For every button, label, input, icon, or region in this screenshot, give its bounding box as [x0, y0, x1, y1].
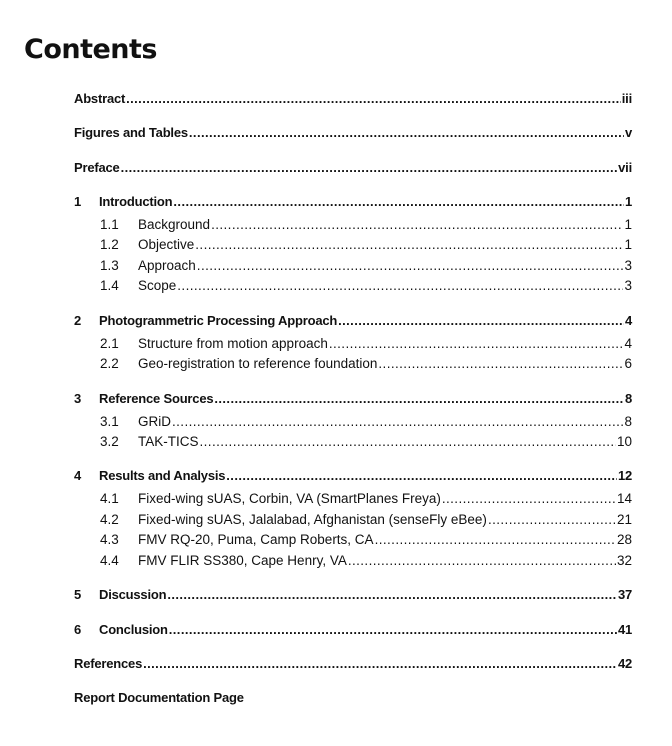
toc-entry-label: Report Documentation Page	[74, 690, 244, 705]
toc-leader	[169, 620, 617, 640]
toc-entry-page: 12	[617, 468, 632, 483]
toc-entry-number: 1.4	[100, 278, 119, 293]
toc-leader	[329, 334, 624, 354]
toc-entry-chapter-3[interactable]	[74, 389, 632, 409]
toc-entry-section-1-2[interactable]	[100, 235, 632, 255]
toc-entry-page: 21	[616, 512, 632, 527]
toc-leader	[121, 158, 618, 178]
toc-leader	[375, 530, 616, 550]
toc-entry-label: Results and Analysis	[99, 468, 226, 483]
toc-entry-section-1-1[interactable]	[100, 215, 632, 235]
toc-entry-label: Photogrammetric Processing Approach	[99, 313, 338, 328]
toc-entry-label: Abstract	[74, 91, 126, 106]
toc-leader	[348, 551, 616, 571]
toc-entry-preface[interactable]	[74, 158, 632, 178]
toc-leader	[197, 256, 624, 276]
toc-entry-label: References	[74, 656, 143, 671]
toc-entry-number: 2.2	[100, 356, 119, 371]
toc-entry-label: Objective	[138, 237, 195, 252]
toc-entry-label: GRiD	[138, 414, 171, 429]
toc-leader	[143, 654, 617, 674]
toc-leader	[378, 354, 623, 374]
toc-entry-page: v	[624, 125, 632, 140]
toc-leader	[200, 432, 616, 452]
toc-entry-page: vii	[618, 160, 632, 175]
toc-entry-label: Preface	[74, 160, 120, 175]
toc-entry-section-2-1[interactable]	[100, 334, 632, 354]
toc-entry-chapter-2[interactable]	[74, 311, 632, 331]
toc-entry-label: FMV FLIR SS380, Cape Henry, VA	[138, 553, 347, 568]
toc-entry-section-1-3[interactable]	[100, 256, 632, 276]
toc-entry-label: Background	[138, 217, 211, 232]
toc-entry-number: 6	[74, 622, 82, 637]
toc-entry-label: Fixed-wing sUAS, Jalalabad, Afghanistan (senseFly eBee)	[138, 512, 487, 527]
toc-entry-number: 4	[74, 468, 82, 483]
toc-entry-number: 3.2	[100, 434, 119, 449]
toc-leader	[442, 489, 616, 509]
toc-entry-page: 10	[616, 434, 632, 449]
toc-entry-label: Figures and Tables	[74, 125, 188, 140]
toc-entry-label: Discussion	[99, 587, 167, 602]
toc-entry-references[interactable]	[74, 654, 632, 674]
toc-entry-page: 3	[624, 278, 632, 293]
toc-entry-label: Approach	[138, 258, 196, 273]
toc-entry-page: 1	[624, 217, 632, 232]
toc-entry-page: 42	[617, 656, 632, 671]
toc-entry-number: 3	[74, 391, 82, 406]
toc-entry-label: Structure from motion approach	[138, 336, 328, 351]
toc-entry-page: 3	[624, 258, 632, 273]
toc-entry-label: Geo-registration to reference foundation	[138, 356, 378, 371]
toc-entry-section-4-2[interactable]	[100, 510, 632, 530]
toc-entry-chapter-1[interactable]	[74, 192, 632, 212]
toc-entry-page: 4	[624, 336, 632, 351]
toc-entry-page: iii	[621, 91, 632, 106]
toc-entry-number: 1	[74, 194, 82, 209]
toc-entry-section-4-3[interactable]	[100, 530, 632, 550]
toc-entry-chapter-6[interactable]	[74, 620, 632, 640]
toc-entry-number: 5	[74, 587, 82, 602]
toc-leader	[338, 311, 624, 331]
toc-entry-label: Conclusion	[99, 622, 168, 637]
page-title: Contents	[24, 34, 158, 65]
toc-entry-chapter-5[interactable]	[74, 585, 632, 605]
toc-entry-number: 4.3	[100, 532, 119, 547]
toc-entry-label: Reference Sources	[99, 391, 214, 406]
toc-entry-page: 28	[616, 532, 632, 547]
toc-entry-page: 32	[616, 553, 632, 568]
toc-leader	[488, 510, 616, 530]
toc-entry-number: 3.1	[100, 414, 119, 429]
toc-leader	[172, 412, 623, 432]
toc-leader	[167, 585, 617, 605]
toc-entry-section-1-4[interactable]	[100, 276, 632, 296]
toc-leader	[189, 123, 624, 143]
toc-leader	[214, 389, 624, 409]
toc-entry-page: 41	[617, 622, 632, 637]
toc-entry-page: 1	[624, 194, 632, 209]
toc-entry-section-4-4[interactable]	[100, 551, 632, 571]
toc-entry-abstract[interactable]	[74, 89, 632, 109]
toc-leader	[177, 276, 623, 296]
toc-entry-section-3-1[interactable]	[100, 412, 632, 432]
toc-leader	[173, 192, 624, 212]
toc-leader	[126, 89, 621, 109]
toc-entry-page: 14	[616, 491, 632, 506]
toc-entry-page: 37	[617, 587, 632, 602]
toc-entry-page: 8	[624, 414, 632, 429]
toc-entry-label: Scope	[138, 278, 177, 293]
toc-entry-label: Introduction	[99, 194, 173, 209]
toc-entry-number: 4.4	[100, 553, 119, 568]
toc-entry-page: 4	[624, 313, 632, 328]
toc-entry-chapter-4[interactable]	[74, 466, 632, 486]
toc-entry-section-2-2[interactable]	[100, 354, 632, 374]
toc-entry-report-documentation-page[interactable]	[74, 688, 632, 708]
toc-leader	[226, 466, 617, 486]
toc-entry-number: 4.1	[100, 491, 119, 506]
toc-entry-number: 2.1	[100, 336, 119, 351]
toc-entry-number: 1.3	[100, 258, 119, 273]
toc-entry-label: Fixed-wing sUAS, Corbin, VA (SmartPlanes Freya)	[138, 491, 441, 506]
toc-entry-page: 6	[624, 356, 632, 371]
toc-entry-label: TAK-TICS	[138, 434, 199, 449]
toc-entry-page: 8	[624, 391, 632, 406]
toc-entry-page: 1	[624, 237, 632, 252]
toc-entry-section-3-2[interactable]	[100, 432, 632, 452]
toc-leader	[195, 235, 623, 255]
toc-entry-label: FMV RQ-20, Puma, Camp Roberts, CA	[138, 532, 374, 547]
toc-entry-figures-and-tables[interactable]	[74, 123, 632, 143]
toc-entry-section-4-1[interactable]	[100, 489, 632, 509]
toc-entry-number: 4.2	[100, 512, 119, 527]
toc-entry-number: 1.1	[100, 217, 119, 232]
toc-leader	[211, 215, 623, 235]
toc-entry-number: 1.2	[100, 237, 119, 252]
toc-entry-number: 2	[74, 313, 82, 328]
